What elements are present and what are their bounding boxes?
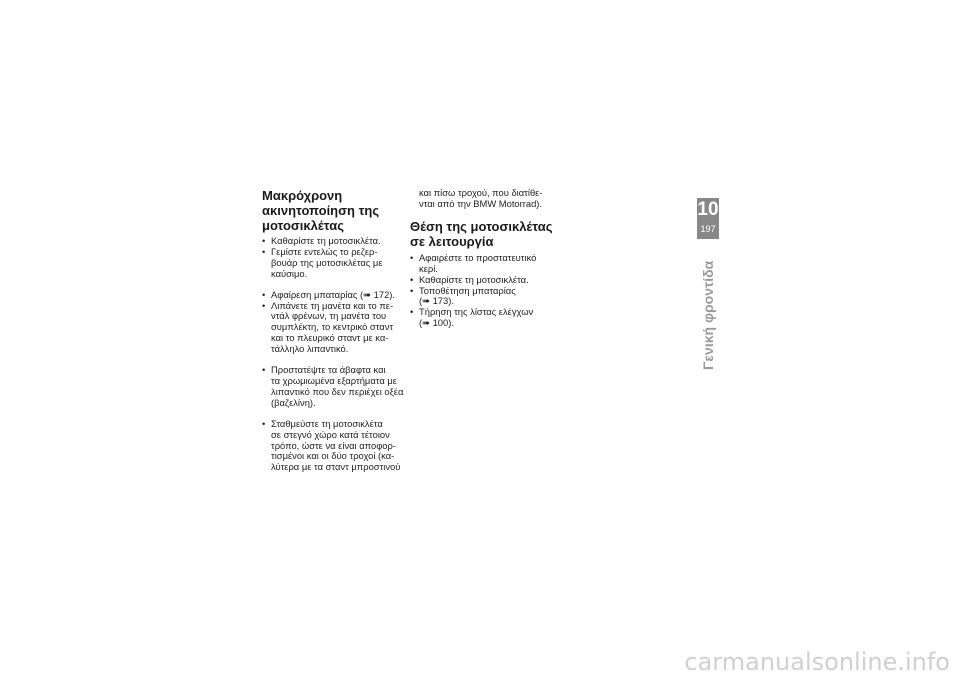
list-item: • Σταθμεύστε τη μοτοσικλέτα σε στεγνό χώρο κατά τέτοιον τρόπο, ώστε να είναι αποφορ- τισμένοι και οι δύο τροχοί (κα- λύτερα με τα σταντ μπροστινού bbox=[262, 417, 401, 473]
list-item: • Προστατέψτε τα άβαφτα και τα χρωμιωμένα εξαρτήματα με λιπαντικό που δεν περιέχει οξέα (βαζελίνη). bbox=[262, 364, 404, 408]
bullet-icon: • bbox=[410, 273, 414, 285]
continued-text: και πίσω τροχού, που διατίθε- νται από την BMW Motorrad). bbox=[419, 187, 543, 209]
bullet-icon: • bbox=[262, 364, 266, 376]
return-to-service-section bbox=[410, 219, 560, 329]
long-term-storage-section bbox=[262, 188, 412, 473]
bullet-icon: • bbox=[410, 306, 414, 318]
list-item: • Τοποθέτηση μπαταρίας (➠ 173). bbox=[410, 284, 516, 307]
bullet-icon: • bbox=[262, 288, 266, 300]
bullet-icon: • bbox=[410, 251, 414, 263]
section-title-return-to-service: Θέση της μοτοσικλέτας σε λειτουργία bbox=[410, 218, 553, 249]
list-item: • Αφαιρέστε το προστατευτικό κερί. bbox=[410, 251, 537, 274]
list-item: • Καθαρίστε τη μοτοσικλέτα. bbox=[262, 235, 381, 246]
bullet-icon: • bbox=[262, 245, 266, 257]
bullet-icon: • bbox=[262, 299, 266, 311]
section-title-storage: Μακρόχρονη ακινητοποίηση της μοτοσικλέτας bbox=[262, 188, 380, 233]
watermark: carmanualsonline.info bbox=[684, 648, 950, 676]
list-item: • Τήρηση της λίστας ελέγχων (➠ 100). bbox=[410, 306, 534, 329]
list-item: • Γεμίστε εντελώς το ρεζερ- βουάρ της μοτοσικλέτας με καύσιμο. bbox=[262, 245, 383, 279]
list-item: • Αφαίρεση μπαταρίας (➠ 172). bbox=[262, 288, 396, 300]
chapter-number: 10 bbox=[697, 199, 719, 220]
list-item: • Καθαρίστε τη μοτοσικλέτα. bbox=[410, 273, 529, 285]
list-item: • Λιπάνετε τη μανέτα και το πε- ντάλ φρένων, τη μανέτα του συμπλέκτη, το κεντρικό σταντ και το πλευρικό σταντ με κα- τάλληλο λιπαντικό. bbox=[262, 299, 394, 355]
chapter-title: Γενική φροντίδα bbox=[700, 260, 716, 370]
bullet-icon: • bbox=[262, 235, 266, 246]
left-column bbox=[262, 188, 412, 473]
storage-steps-list bbox=[262, 236, 412, 473]
bullet-icon: • bbox=[410, 284, 414, 296]
bullet-icon: • bbox=[262, 417, 266, 429]
page-number: 197 bbox=[700, 224, 716, 234]
service-steps-list bbox=[410, 253, 560, 329]
right-column bbox=[410, 188, 560, 329]
chapter-tab bbox=[697, 198, 719, 239]
